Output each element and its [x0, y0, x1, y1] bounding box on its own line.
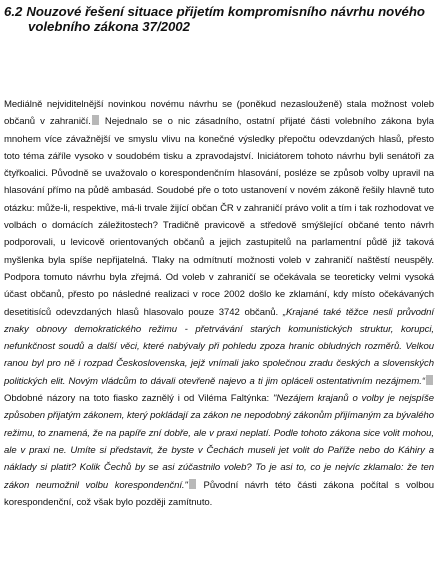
- footnote-marker: [189, 479, 196, 489]
- section-heading: [4, 4, 434, 34]
- body-paragraph: [4, 96, 434, 511]
- body-sentence-3: Obdobné názory na toto fiasko zaznělý i od Viléma Faltýnka:: [4, 393, 270, 405]
- quote-faltynek: "Nezájem krajanů o volby je nejspíše způsoben přijatým zákonem, který pokládají za zákon ne nepodobný zákonům přijímaným za bývalého režimu, to znamená, že na papíře zní dobře, ale v praxi neplatí. Podle tohoto zákona sice volit mohou, ale v praxi ne. Umíte si představit, že byste v Čechách museli jet volit do Paříže nebo do Káhiry a náklady si platit? Kolik Čechů by se asi zúčastnilo voleb? To je asi to, co je nejvíc zklamalo: že ten zákon neumožnil volbu korespondenční.": [4, 393, 434, 491]
- body-sentence-2: Nejednalo se o nic zásadního, ostatní přijaté části volebního zákona byla mnohem více závažnější ve smyslu vlivu na konečné výsledky přepočtu odevzdaných hlasů, přesto toto téma záříle vysoko v soudobém tisku a zpravodajství. Iniciátorem tohoto návrhu byli senátoři za čtyřkoalici. Původně se uvažovalo o korespondenčním hlasování, posléze se způsob volby upravil na hlasování přímo na půdě ambasád. Soudobé pře o toto ustanovení v novém zákoně řešily hlavně tuto otázku: může-li, respektive, má-li trvale žijící občan ČR v zahraničí právo volit a tím i tak rozhodovat ve volbách o domácích záležitostech? Tradičně pravicově a středově smýšlející občané tento návrh podporovali, u levicově orientovaných občanů a jejich zastupitelů na parlamentní půdě již taková myšlenka byla spíše nepřijatelná. Tlaky na odmítnutí možnosti voleb v zahraničí naštěstí neuspěly. Podpora tomuto návrhu byla zřejmá. Od voleb v zahraničí se očekávala se teoreticky velmi vysoká účast občanů, přesto po následné realizaci v roce 2002 došlo ke zklamání, kdy místo očekávaných desetitisíců odevzdaných hlasů hlasovalo pouze 3742 občanů.: [4, 116, 434, 318]
- document-page: [4, 4, 435, 508]
- section-title-line1: Nouzové řešení situace přijetím kompromisního návrhu nového: [26, 4, 425, 19]
- section-title-line2: volebního zákona 37/2002: [28, 19, 190, 34]
- section-body: [4, 96, 434, 511]
- body-sentence-4: Původní návrh této části zákona počítal s volbou korespondenční, což však bylo později zamítnuto.: [4, 479, 435, 508]
- footnote-marker: [426, 375, 433, 385]
- body-sentence-1: Mediálně nejviditelnější novinkou novému návrhu se (poněkud nezaslouženě) stala možnost voleb občanů v zahraničí.: [4, 99, 434, 128]
- section-number: 6.2: [4, 4, 23, 19]
- quote-krajane: „Krajané také těžce nesli průvodní znaky obnovy demokratického režimu - přetrvávání starých komunistických struktur, korupci, nefunkčnost soudů a další věci, které nabývaly při pohledu zpoza hranic obludných rozměrů. Velkou ranou byl pro ně i rozpad Československa, jejž vnímali jako společnou zradu českých a slovenských politických elit. Novým vládcům to dávali otevřeně najevo a ti jim opláceli ostentativním nezájmem.“: [4, 306, 434, 387]
- footnote-marker: [92, 115, 99, 125]
